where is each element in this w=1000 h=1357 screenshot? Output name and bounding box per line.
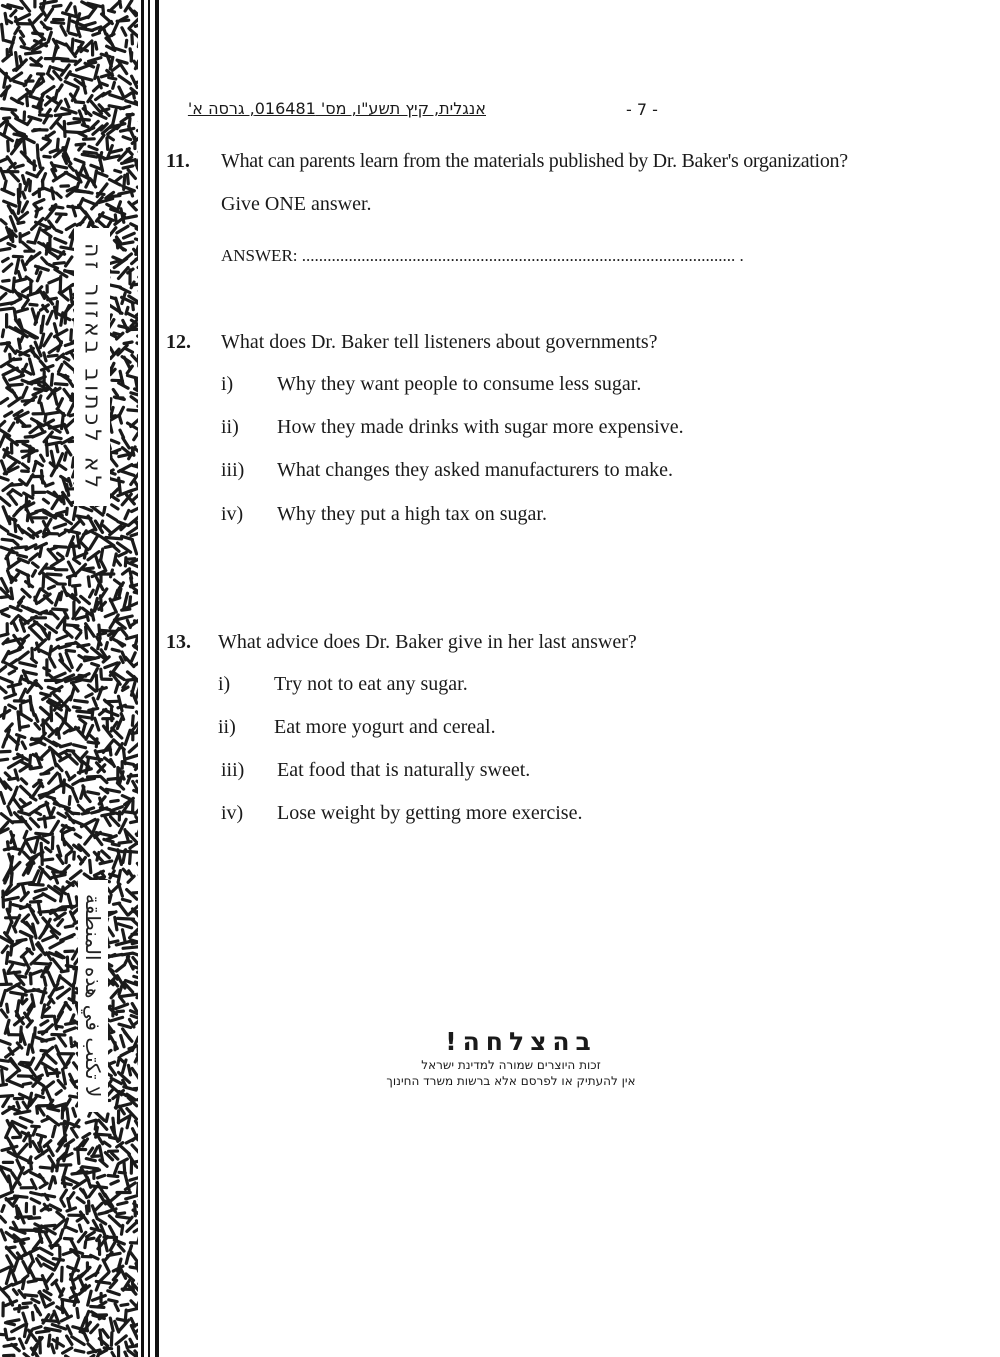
question-13-option-iii-number[interactable]: iii) bbox=[221, 759, 245, 781]
exam-header: אנגלית, קיץ תשע"ו, מס' 016481, גרסה א' bbox=[187, 99, 486, 118]
question-12-number: 12. bbox=[166, 331, 191, 353]
question-12-option-iv[interactable]: Why they put a high tax on sugar. bbox=[277, 503, 547, 525]
margin-notice-arabic: لا تكتب في هذه المنطقة bbox=[78, 880, 108, 1112]
question-11-number: 11. bbox=[166, 150, 190, 172]
margin-rule-1 bbox=[141, 0, 144, 1357]
question-13-option-iii[interactable]: Eat food that is naturally sweet. bbox=[277, 759, 531, 781]
question-12-option-i[interactable]: Why they want people to consume less sugar. bbox=[277, 373, 642, 395]
question-13-option-i-number[interactable]: i) bbox=[218, 673, 231, 695]
question-13-number: 13. bbox=[166, 631, 191, 653]
question-13-option-i[interactable]: Try not to eat any sugar. bbox=[274, 673, 468, 695]
question-13-option-ii[interactable]: Eat more yogurt and cereal. bbox=[274, 716, 496, 738]
question-12-option-iii[interactable]: What changes they asked manufacturers to make. bbox=[277, 459, 673, 481]
margin-pattern bbox=[0, 0, 138, 1357]
question-11-answer-line[interactable]: ANSWER: ...................................................................................................... . bbox=[221, 246, 744, 265]
question-12-text: What does Dr. Baker tell listeners about governments? bbox=[221, 331, 658, 353]
margin-rule-3 bbox=[155, 0, 159, 1357]
question-13-option-iv[interactable]: Lose weight by getting more exercise. bbox=[277, 802, 583, 824]
question-13-text: What advice does Dr. Baker give in her last answer? bbox=[218, 631, 637, 653]
good-luck-title: בהצלחה! bbox=[445, 1027, 597, 1056]
margin-rule-2 bbox=[148, 0, 150, 1357]
copyright-line-2: אין להעתיק או לפרסם אלא ברשות משרד החינוך bbox=[386, 1074, 636, 1088]
copyright-line-1: זכות היוצרים שמורה למדינת ישראל bbox=[421, 1058, 601, 1072]
page-number: - 7 - bbox=[626, 100, 658, 119]
question-13-option-iv-number[interactable]: iv) bbox=[221, 802, 244, 824]
question-11-instruction: Give ONE answer. bbox=[221, 193, 372, 215]
question-12-option-iii-number[interactable]: iii) bbox=[221, 459, 245, 481]
question-12-option-i-number[interactable]: i) bbox=[221, 373, 234, 395]
question-12-option-ii-number[interactable]: ii) bbox=[221, 416, 239, 438]
question-11-text: What can parents learn from the materials published by Dr. Baker's organization? bbox=[221, 150, 848, 172]
margin-notice-hebrew: לא לכתוב באזור זה bbox=[74, 228, 110, 506]
question-13-option-ii-number[interactable]: ii) bbox=[218, 716, 236, 738]
question-12-option-ii[interactable]: How they made drinks with sugar more expensive. bbox=[277, 416, 684, 438]
question-12-option-iv-number[interactable]: iv) bbox=[221, 503, 244, 525]
